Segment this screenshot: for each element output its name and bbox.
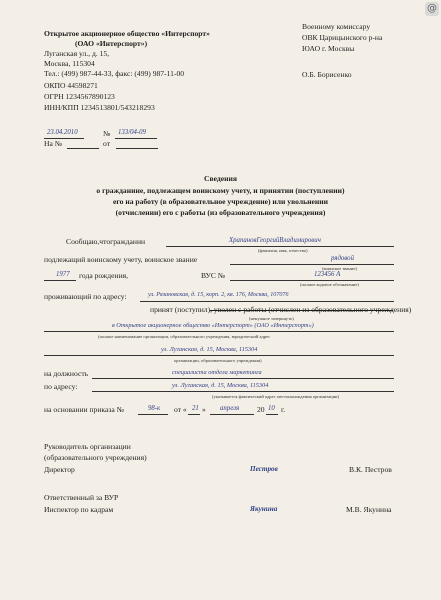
recipient-title: Военному комиссару [302,22,371,31]
order-from-label: от « [174,405,187,414]
doc-title-line-1: о гражданине, подлежащем воинскому учету, и принятии (поступлении) [96,186,345,195]
position-value: специалиста отдела маркетинга [172,369,262,376]
residence-value: ул. Рязановская, д. 15, корп. 2, кв. 176, Москва, 107076 [148,292,289,298]
order-number: 98-к [148,405,161,412]
order-month: апреля [220,405,240,412]
residence-label: проживающий по адресу: [44,292,127,301]
birth-label: года рождения, [79,271,129,280]
vus-label: ВУС № [201,271,226,280]
citizen-name: ХрапановГеоргийВладимирович [229,237,321,244]
org-name: Открытое акционерное общество «Интерспорт» [44,29,210,38]
vus-value: 123456 А [314,271,341,278]
director-label: Директор [44,465,75,474]
head-line-2: (образовательного учреждения) [44,453,147,462]
position-label: на должность [44,369,89,378]
order-day: 21 [192,405,199,412]
report-label: Сообщаю,чтогражданин [66,237,146,246]
org-phone: Тел.: (499) 987-44-33, факс: (499) 987-11-00 [44,69,185,78]
vus-caption: (полное кодовое обозначение) [300,282,359,287]
hired-line: принят (поступил), уволен с работы (отчислен из образовательного учреждения) [150,305,412,314]
org-inn: ИНН/КПП 1234513801/543218293 [44,103,155,112]
address-caption: (указывается фактический адрес местонахождения организации) [212,394,340,399]
inspector-name: М.В. Якунина [346,505,392,514]
doc-title-line-2: его на работу (в образовательное учреждение) или увольнении [113,197,328,206]
reg-no-value: 133/04-09 [118,129,146,136]
resp-label: Ответственный за ВУР [44,493,119,502]
order-year: 10 [268,405,275,412]
inspector-label: Инспектор по кадрам [44,505,114,514]
rank-caption: (воинское звание) [322,266,357,271]
org-city: Москва, 115304 [44,59,95,68]
order-label: на основании приказа № [44,405,124,414]
recipient-city: ЮАО г. Москвы [302,44,355,53]
rank-value: рядовой [331,255,354,262]
order-year-prefix: 20 [257,405,265,414]
at-sign-icon[interactable]: @ [427,3,437,14]
recipient-name: О.Б. Борисенко [302,70,352,79]
doc-heading: Сведения [204,174,237,183]
hired-caption: (ненужное зачеркнуть) [249,316,294,321]
birth-year: 1977 [56,271,70,278]
org-address-value: ул. Луганская, д. 15, Москва, 115304 [161,346,258,353]
reg-no-label: № [103,129,111,138]
reg-date: 23.04.2010 [47,129,78,136]
org-short-name: (ОАО «Интерспорт») [75,39,148,48]
order-quote: » [202,405,206,414]
doc-title-line-3: (отчислении) его с работы (из образовательного учреждения) [115,208,326,217]
director-signature: Пестров [250,465,278,473]
org-street: Луганская ул., д. 15, [44,49,110,58]
order-year-suffix: г. [281,405,286,414]
org-okpo: ОКПО 44598271 [44,81,98,90]
reg-on-label: На № [44,139,62,148]
director-name: В.К. Пестров [349,465,392,474]
org-caption: (полное наименование организации, образовательного учреждения, юридический адрес [98,334,271,339]
rank-label: подлежащий воинскому учету, воинское звание [44,255,198,264]
inspector-signature: Якунина [250,505,278,513]
head-line-1: Руководитель организации [44,442,131,451]
address-value: ул. Луганская, д. 15, Москва, 115304 [172,382,269,389]
address-label: по адресу: [44,382,78,391]
reg-from-label: от [103,139,111,148]
org-ogrn: ОГРН 1234567890123 [44,92,115,101]
org-address-caption: организации, образовательного учреждения) [174,358,262,363]
name-caption: (фамилия, имя, отчество) [258,248,308,253]
recipient-office: ОВК Царицынского р-на [302,33,383,42]
org-value: в Открытое акционерное общество «Интерспорт» (ОАО «Интерспорт») [112,322,314,329]
strike-through [210,310,393,311]
